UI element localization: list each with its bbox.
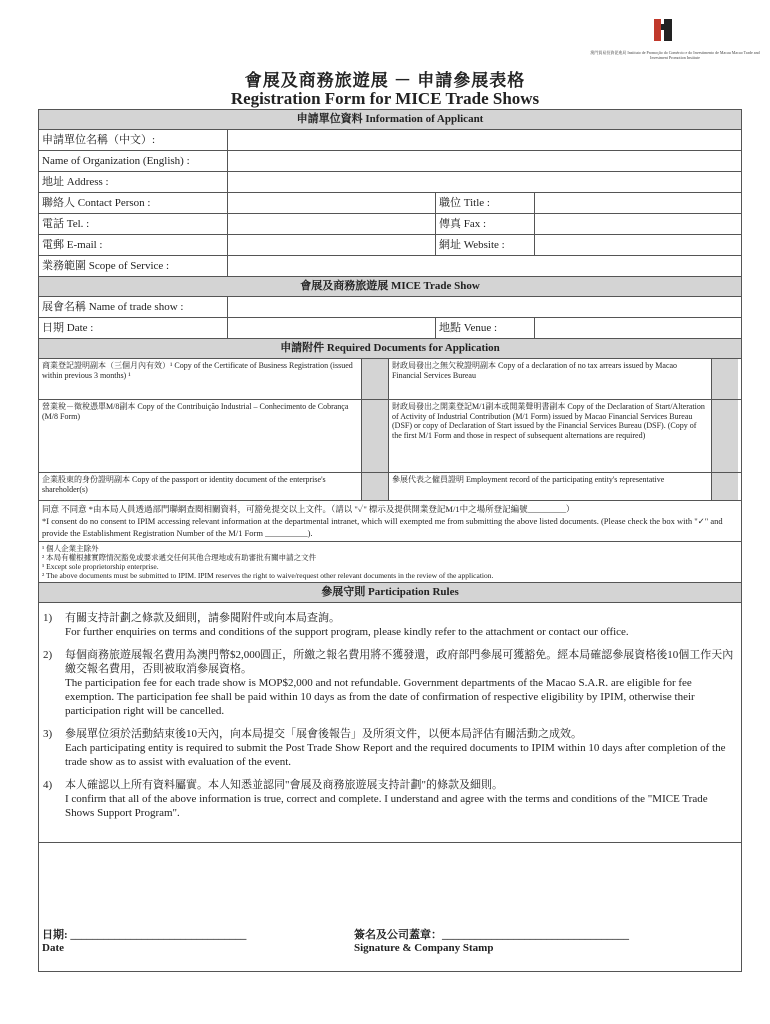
venue-label: 地點 Venue : [436,318,535,338]
doc-checkbox[interactable] [362,473,389,500]
title-field[interactable] [535,193,741,213]
tel-field[interactable] [228,214,436,234]
venue-field[interactable] [535,318,741,338]
address-label: 地址 Address : [39,172,228,192]
consent-note [39,501,741,542]
date-label-cn: 日期: ________________________________ [42,929,247,941]
tel-label: 電話 Tel. : [39,214,228,234]
registration-form [38,109,742,972]
show-date-row [39,318,741,339]
org-en-row [39,151,741,172]
doc-shareholder-id: 企業股東的身份證明副本 Copy of the passport or identity document of the enterprise's shareholder(s) [39,473,362,500]
doc-business-registration: 商業登記證明副本（三個月內有效）¹ Copy of the Certificate of Business Registration (issued within previous 3 months) ¹ [39,359,362,399]
rule-item [43,648,737,718]
org-cn-row [39,130,741,151]
email-row [39,235,741,256]
doc-checkbox[interactable] [362,400,389,472]
org-cn-label: 申請單位名稱（中文）: [39,130,228,150]
doc-checkbox[interactable] [712,359,738,399]
doc-row [39,359,741,400]
address-field[interactable] [228,172,741,192]
doc-m1-form: 財政局發出之開業登記M/1副本或開業聲明書副本 Copy of the Declaration of Start/Alteration of Activity of Industrial Contribution (M/1 Form) issued by Macao Financial Services Bureau (DSF) or copy of Declaration of Start issued by the Financial Services Bureau (DSF). (Copy of the first M/1 Form and those in respect of subsequent alternations are required) [389,400,712,472]
documents-table [39,359,741,501]
tel-row [39,214,741,235]
documents-section-header: 申請附件 Required Documents for Application [39,339,741,359]
footnote: ² 本局有權根據實際情況豁免或要求遞交任何其他合理地或有助審批有關申請之文件 [42,553,317,562]
rule-text: 有關支持計劃之條款及細則，請參閱附件或向本局查詢。 For further enquiries on terms and conditions of the support program, please kindly refer to the attachment or contact our office. [65,612,629,638]
address-row [39,172,741,193]
fax-field[interactable] [535,214,741,234]
rule-number: 2) [43,649,53,661]
scope-field[interactable] [228,256,741,276]
doc-no-tax-arrears: 財政局發出之無欠稅證明副本 Copy of a declaration of no tax arrears issued by Macao Financial Services Bureau [389,359,712,399]
title-label: 職位 Title : [436,193,535,213]
institute-name: 澳門貿易投資促進局 Instituto de Promoção do Comércio e do Investimento de Macau Macao Trade and Investment Promotion Institute [590,50,760,60]
applicant-section-header: 申請單位資料 Information of Applicant [39,110,741,130]
sign-label-en: Signature & Company Stamp [354,942,494,954]
website-field[interactable] [535,235,741,255]
doc-checkbox[interactable] [712,473,738,500]
rule-number: 3) [43,728,53,740]
rule-text: 參展單位須於活動結束後10天內，向本局提交「展會後報告」及所須文件，以便本局評估有關活動之成效。 Each participating entity is required to submit the Post Trade Show Report and the required documents to IPIM within 10 days after completion of the trade show as to assist with evaluation of the event. [65,728,726,768]
date-label-en: Date [42,942,64,954]
date-signature[interactable] [42,926,246,954]
page-title-english: Registration Form for MICE Trade Shows [230,89,540,108]
consent-en[interactable]: *I consent do no consent to IPIM accessing relevant information at the departmental intranet, which will exempted me from submitting the above listed documents. (Please check the box with "✓" and provide the Establishment Registration Number of the M/1 Form __________). [42,516,723,538]
ipim-logo [652,16,674,44]
scope-label: 業務範圍 Scope of Service : [39,256,228,276]
fax-label: 傳真 Fax : [436,214,535,234]
contact-row [39,193,741,214]
footnote: ¹ Except sole proprietorship enterprise. [42,562,159,571]
footnote: ² The above documents must be submitted to IPIM. IPIM reserves the right to waive/request other relevant documents in the review of the application. [42,571,494,580]
email-field[interactable] [228,235,436,255]
website-label: 網址 Website : [436,235,535,255]
doc-employment-record: 參展代表之僱員證明 Employment record of the participating entity's representative [389,473,712,500]
trade-show-section-header: 會展及商務旅遊展 MICE Trade Show [39,277,741,297]
org-en-label: Name of Organization (English) : [39,151,228,171]
sign-label-cn: 簽名及公司蓋章：__________________________________ [354,929,629,941]
footnotes [39,542,741,583]
rule-item [43,727,737,769]
rule-text: 本人確認以上所有資料屬實。本人知悉並認同"會展及商務旅遊展支持計劃"的條款及細則。 I confirm that all of the above information is true, correct and complete. I understand and agree with the terms and conditions of the "MICE Trade Shows Support Program". [65,779,708,819]
doc-row [39,473,741,501]
show-date-field[interactable] [228,318,436,338]
org-cn-field[interactable] [228,130,741,150]
company-signature[interactable] [354,926,629,954]
show-name-row [39,297,741,318]
rule-item [43,778,737,820]
show-name-label: 展會名稱 Name of trade show : [39,297,228,317]
rule-text: 每個商務旅遊展報名費用為澳門幣$2,000圓正，所繳之報名費用將不獲發還，政府部門參展可獲豁免。經本局確認參展資格後10個工作天內繳交報名費用，否則被取消參展資格。 The participation fee for each trade show is MOP$2,000 and not refundable. Government departments of the Macao S.A.R. are eligible for fee exemption. The participation fee shall be paid within 10 days as from the date of confirmation of respective eligibility by IPIM, otherwise their participation right will be cancelled. [65,649,734,717]
rule-item [43,611,737,639]
rule-number: 4) [43,779,53,791]
org-en-field[interactable] [228,151,741,171]
show-date-label: 日期 Date : [39,318,228,338]
contact-label: 聯絡人 Contact Person : [39,193,228,213]
page-title-chinese: 會展及商務旅遊展 － 申請參展表格 [244,71,526,90]
doc-row [39,400,741,473]
doc-m8-form: 營業稅－徵稅憑單M/8副本 Copy of the Contribuição Industrial – Conhecimento de Cobrança (M/8 Form) [39,400,362,472]
doc-checkbox[interactable] [362,359,389,399]
show-name-field[interactable] [228,297,741,317]
doc-checkbox[interactable] [712,400,738,472]
contact-field[interactable] [228,193,436,213]
email-label: 電郵 E-mail : [39,235,228,255]
signature-area [39,843,741,971]
rules-section-header: 參展守則 Participation Rules [39,583,741,603]
rule-number: 1) [43,612,53,624]
footnote: ¹ 個人企業主除外 [42,544,99,553]
rules-list [39,603,741,843]
scope-row [39,256,741,277]
consent-cn[interactable]: 同意 不同意 *由本局人員透過部門聯網查閱相關資料，可豁免提交以上文件。（請以 "✓" 標示及提供開業登記M/1中之場所登記編號_________） [42,504,575,514]
